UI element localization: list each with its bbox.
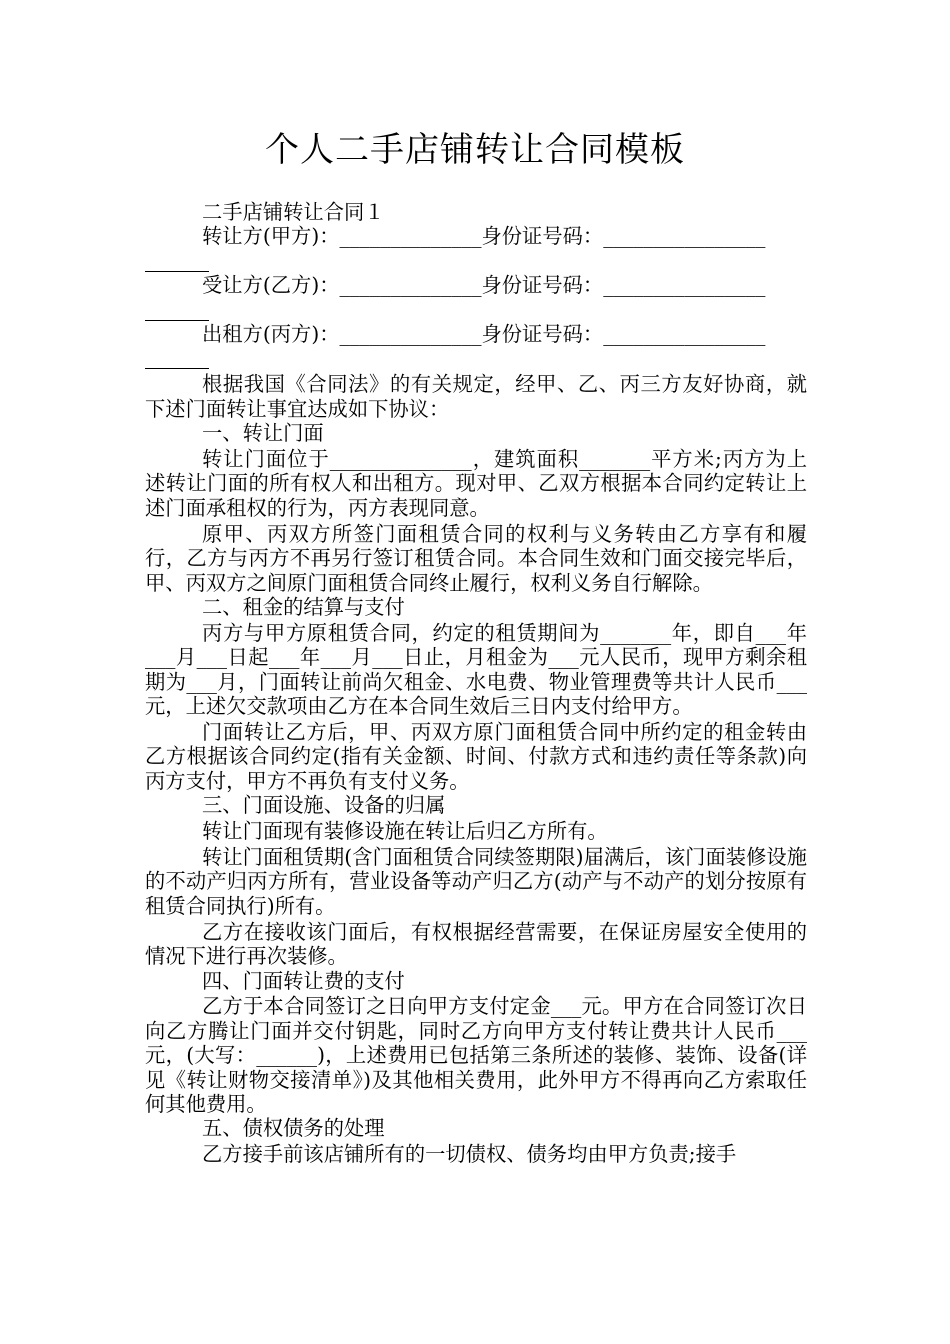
- id-number-blank: ________________: [603, 273, 766, 298]
- paragraph-5-1: 乙方接手前该店铺所有的一切债权、债务均由甲方负责;接手: [202, 1142, 737, 1167]
- id-number-blank: ________________: [603, 322, 766, 346]
- party-label: 受让方(乙方)：: [202, 273, 340, 298]
- blank-line-continuation: [145, 249, 807, 273]
- section-heading-5: 五、债权债务的处理: [202, 1116, 385, 1141]
- id-label: 身份证号码：: [481, 322, 604, 346]
- party-name-blank: ______________: [339, 224, 482, 249]
- party-line-transferee: [145, 273, 807, 297]
- party-line-lessor: [145, 322, 807, 346]
- section-heading-1: 一、转让门面: [202, 421, 324, 446]
- blank-line-continuation: [145, 346, 807, 370]
- id-label: 身份证号码：: [481, 224, 604, 249]
- paragraph-3-1: 转让门面现有装修设施在转让后归乙方所有。: [202, 819, 608, 844]
- party-line-transferor: [145, 224, 807, 248]
- paragraph-2-2: 门面转让乙方后，甲、丙双方原门面租赁合同中所约定的租金转由乙方根据该合同约定(指有关金额、时间、付款方式和违约责任等条款)向丙方支付，甲方不再负有支付义务。: [145, 719, 807, 793]
- paragraph-1-2: 原甲、丙双方所签门面租赁合同的权利与义务转由乙方享有和履行，乙方与丙方不再另行签订租赁合同。本合同生效和门面交接完毕后，甲、丙双方之间原门面租赁合同终止履行，权利义务自行解除。: [145, 521, 807, 595]
- paragraph-3-2: 转让门面租赁期(含门面租赁合同续签期限)届满后，该门面装修设施的不动产归丙方所有，营业设备等动产归乙方(动产与不动产的划分按原有租赁合同执行)所有。: [145, 845, 807, 918]
- contract-subtitle: 二手店铺转让合同１: [202, 200, 385, 224]
- paragraph-2-1: 丙方与甲方原租赁合同，约定的租赁期间为_______年，即自___年___月___日起___年___月___日止，月租金为___元人民币，现甲方剩余租期为___月，门面转让前尚欠租金、水电费、物业管理费等共计人民币___元，上述欠交款项由乙方在本合同生效后三日内支付给甲方。: [145, 620, 807, 719]
- paragraph-1-1: 转让门面位于______________，建筑面积_______平方米;丙方为上述转让门面的所有权人和出租方。现对甲、乙双方根据本合同约定转让上述门面承租权的行为，丙方表现同意。: [145, 447, 807, 520]
- blank-line-continuation: [145, 298, 807, 322]
- party-name-blank: ______________: [339, 273, 482, 298]
- id-number-blank: ________________: [603, 224, 766, 249]
- paragraph-4-1: 乙方于本合同签订之日向甲方支付定金___元。甲方在合同签订次日向乙方腾让门面并交付钥匙，同时乙方向甲方支付转让费共计人民币___元，(大写：______)，上述费用已包括第三条所述的装修、装饰、设备(详见《转让财物交接清单》)及其他相关费用，此外甲方不得再向乙方索取任何其他费用。: [145, 994, 807, 1117]
- party-name-blank: ______________: [339, 322, 482, 346]
- party-label: 转让方(甲方)：: [202, 224, 340, 249]
- id-label: 身份证号码：: [481, 273, 604, 298]
- document-body: [145, 200, 807, 1167]
- party-label: 出租方(丙方)：: [202, 322, 340, 346]
- section-heading-3: 三、门面设施、设备的归属: [202, 793, 446, 818]
- document-title: 个人二手店铺转让合同模板: [265, 130, 685, 170]
- section-heading-4: 四、门面转让费的支付: [202, 968, 405, 993]
- paragraph-3-3: 乙方在接收该门面后，有权根据经营需要，在保证房屋安全使用的情况下进行再次装修。: [145, 919, 807, 969]
- paragraph-preamble: 根据我国《合同法》的有关规定，经甲、乙、丙三方友好协商，就下述门面转让事宜达成如下协议：: [145, 372, 807, 421]
- section-heading-2: 二、租金的结算与支付: [202, 594, 405, 619]
